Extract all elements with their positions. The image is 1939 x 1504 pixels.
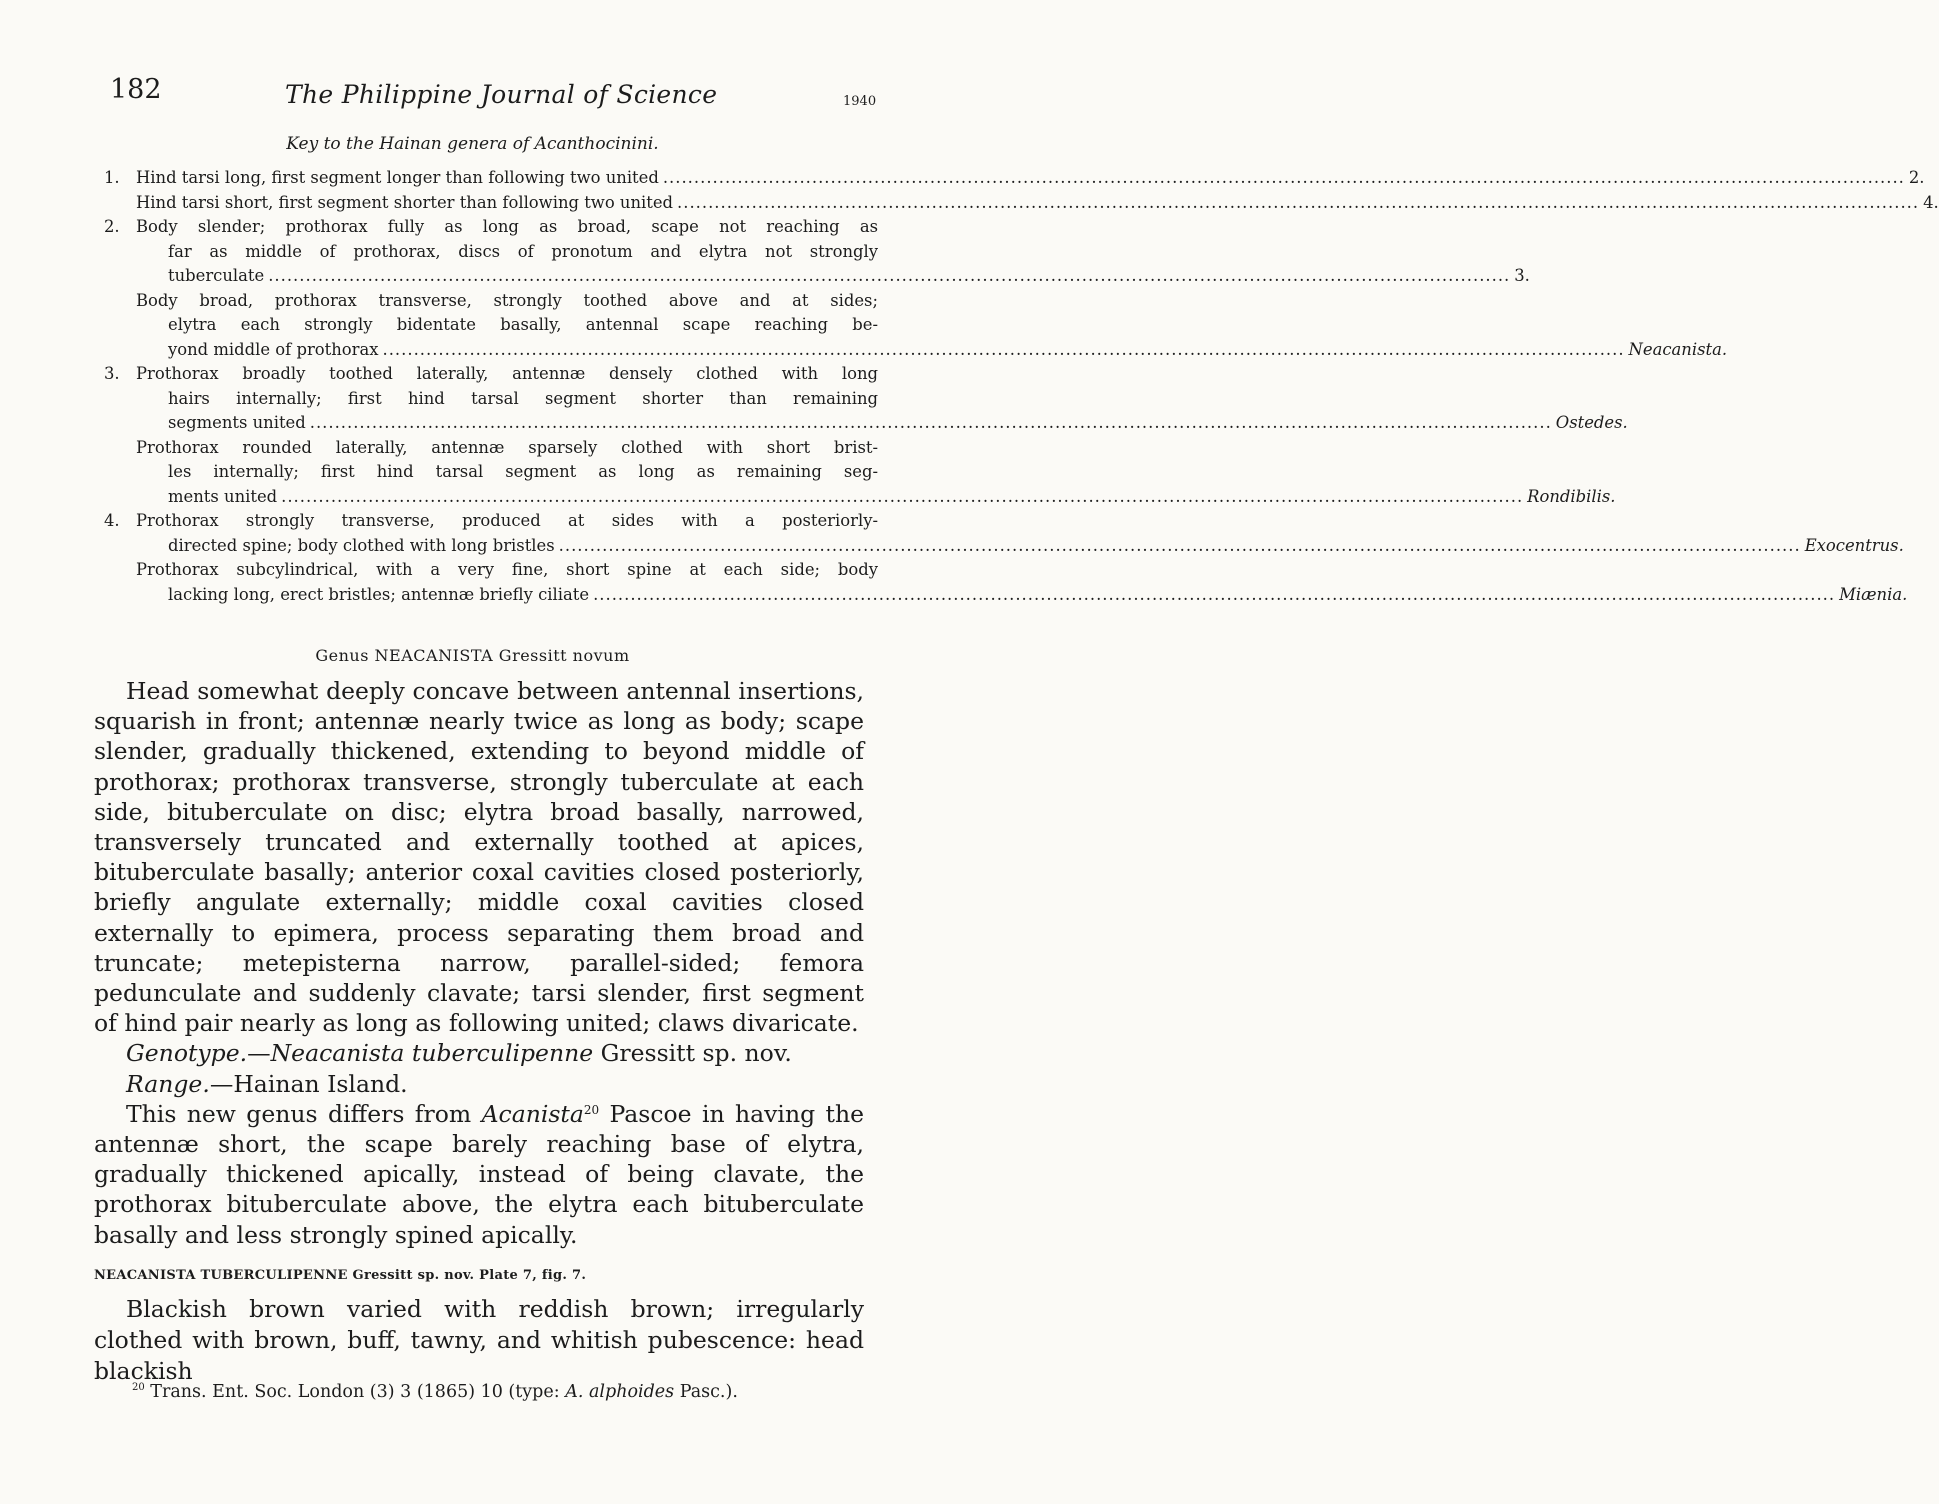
key-couplet xyxy=(104,509,1904,558)
genotype-author: Gressitt sp. nov. xyxy=(593,1039,792,1068)
footnote-ref: 20 xyxy=(583,1102,600,1117)
key-line: Body broad, prothorax transverse, strongly toothed above and at sides; xyxy=(136,290,878,310)
key-line xyxy=(168,338,1728,363)
key-line-text: tuberculate xyxy=(168,266,265,285)
species-description: Blackish brown varied with reddish brown; irregularly clothed with brown, buff, tawny, and whitish pubescence: head blackish xyxy=(94,1295,864,1385)
key-line-text: lacking long, erect bristles; antennæ briefly ciliate xyxy=(168,584,590,604)
key-line-text: segments united xyxy=(168,413,306,432)
key-couplet xyxy=(104,558,1908,607)
footnote-text-pre: Trans. Ent. Soc. London (3) 3 (1865) 10 (type: xyxy=(144,1382,566,1402)
year: 1940 xyxy=(843,94,877,109)
couplet-number: 2. xyxy=(104,217,120,236)
key-couplet xyxy=(104,436,1616,510)
key-couplet xyxy=(104,215,1530,289)
key-couplet xyxy=(104,289,1728,363)
key-result: Miænia. xyxy=(1839,584,1908,604)
couplet-number: 4. xyxy=(104,511,120,530)
leader-dots: ........................................................................................................................................................................................................ xyxy=(382,339,1625,359)
diff-genus: Acanista xyxy=(481,1099,584,1128)
key-line xyxy=(168,485,1616,510)
key-line xyxy=(168,583,1908,608)
key-result: Exocentrus. xyxy=(1804,535,1904,555)
key-result: 2. xyxy=(1908,168,1925,187)
key-line-text: yond middle of prothorax xyxy=(168,339,379,359)
key-line xyxy=(168,411,1628,436)
key-line-text: Hind tarsi short, first segment shorter than following two united xyxy=(136,192,674,212)
key-line: elytra each strongly bidentate basally, antennal scape reaching be- xyxy=(168,315,878,334)
key-line: Prothorax broadly toothed laterally, antennæ densely clothed with long xyxy=(136,364,878,383)
key-line: hairs internally; first hind tarsal segment shorter than remaining xyxy=(168,388,878,408)
key-couplet xyxy=(104,166,1925,191)
leader-dots: ........................................................................................................................................................................................................ xyxy=(268,266,1511,285)
key-line xyxy=(168,264,1530,289)
couplet-number: 1. xyxy=(104,168,120,187)
genus-heading: Genus NEACANISTA Gressitt novum xyxy=(315,646,630,665)
diff-intro: This new genus differs from xyxy=(126,1099,482,1128)
leader-dots: ........................................................................................................................................................................................................ xyxy=(281,486,1524,506)
key-line-text: Hind tarsi long, first segment longer than following two united xyxy=(136,168,659,187)
genus-description: Head somewhat deeply concave between antennal insertions, squarish in front; antennæ nearly twice as long as body; scape slender, gradually thickened, extending to beyond middle of prothorax; prothorax transverse, strongly tuberculate at each side, bituberculate on disc; elytra broad basally, narrowed, transversely truncated and externally toothed at apices, bituberculate basally; anterior coxal cavities closed posteriorly, briefly angulate externally; middle coxal cavities closed externally to epimera, process separating them broad and truncate; metepisterna narrow, parallel-sided; femora pedunculate and suddenly clavate; tarsi slender, first segment of hind pair nearly as long as following united; claws divaricate. xyxy=(94,677,864,1038)
key-line: Prothorax strongly transverse, produced at sides with a posteriorly- xyxy=(136,511,878,530)
footnote-number: 20 xyxy=(132,1382,145,1393)
key-line xyxy=(136,166,1925,191)
key-line: Prothorax subcylindrical, with a very fine, short spine at each side; body xyxy=(136,560,878,579)
genus-key xyxy=(104,166,1939,607)
range-label: Range. xyxy=(126,1069,210,1098)
footnote-species: A. alphoides xyxy=(565,1382,675,1402)
species-body xyxy=(94,1294,864,1387)
key-line: far as middle of prothorax, discs of pronotum and elytra not strongly xyxy=(168,241,878,261)
leader-dots: ........................................................................................................................................................................................................ xyxy=(677,192,1920,212)
genotype-line: Genotype.—Neacanista tuberculipenne Gressitt sp. nov. xyxy=(126,1039,792,1068)
key-couplet xyxy=(104,191,1939,216)
couplet-number: 3. xyxy=(104,364,120,383)
key-line: Body slender; prothorax fully as long as broad, scape not reaching as xyxy=(136,217,878,236)
species-heading: NEACANISTA TUBERCULIPENNE Gressitt sp. nov. Plate 7, fig. 7. xyxy=(94,1268,587,1283)
key-line-text: directed spine; body clothed with long bristles xyxy=(168,535,555,555)
footnote xyxy=(132,1382,738,1402)
key-couplet xyxy=(104,362,1628,436)
differential-diagnosis xyxy=(94,1099,864,1250)
page-number: 182 xyxy=(110,74,162,105)
key-title: Key to the Hainan genera of Acanthocinini. xyxy=(286,134,659,154)
key-result: 3. xyxy=(1514,266,1530,285)
key-result: Neacanista. xyxy=(1628,339,1728,359)
key-result: Rondibilis. xyxy=(1527,486,1616,506)
diff-text: Pascoe in having the antennæ short, the scape barely reaching base of elytra, gradually thickened apically, instead of being clavate, the prothorax bituberculate above, the elytra each bituberculate basally and less strongly spined apically. xyxy=(94,1099,864,1249)
leader-dots: ........................................................................................................................................................................................................ xyxy=(558,535,1801,555)
leader-dots: ........................................................................................................................................................................................................ xyxy=(309,413,1552,432)
key-result: Ostedes. xyxy=(1555,413,1628,432)
genus-body xyxy=(94,676,864,1250)
key-line xyxy=(136,191,1939,216)
key-result: 4. xyxy=(1923,192,1939,212)
leader-dots: ........................................................................................................................................................................................................ xyxy=(593,584,1836,604)
range-line: Range.—Hainan Island. xyxy=(126,1069,408,1098)
range-text: Hainan Island. xyxy=(233,1069,408,1098)
genotype-name: Neacanista tuberculipenne xyxy=(270,1039,594,1068)
footnote-text-post: Pasc.). xyxy=(674,1382,738,1402)
key-line: Prothorax rounded laterally, antennæ sparsely clothed with short brist- xyxy=(136,437,878,457)
journal-title: The Philippine Journal of Science xyxy=(285,80,718,109)
leader-dots: ........................................................................................................................................................................................................ xyxy=(662,168,1905,187)
genotype-label: Genotype. xyxy=(126,1039,248,1068)
key-line: les internally; first hind tarsal segment as long as remaining seg- xyxy=(168,462,878,481)
key-line xyxy=(168,534,1904,559)
key-line-text: ments united xyxy=(168,486,278,506)
